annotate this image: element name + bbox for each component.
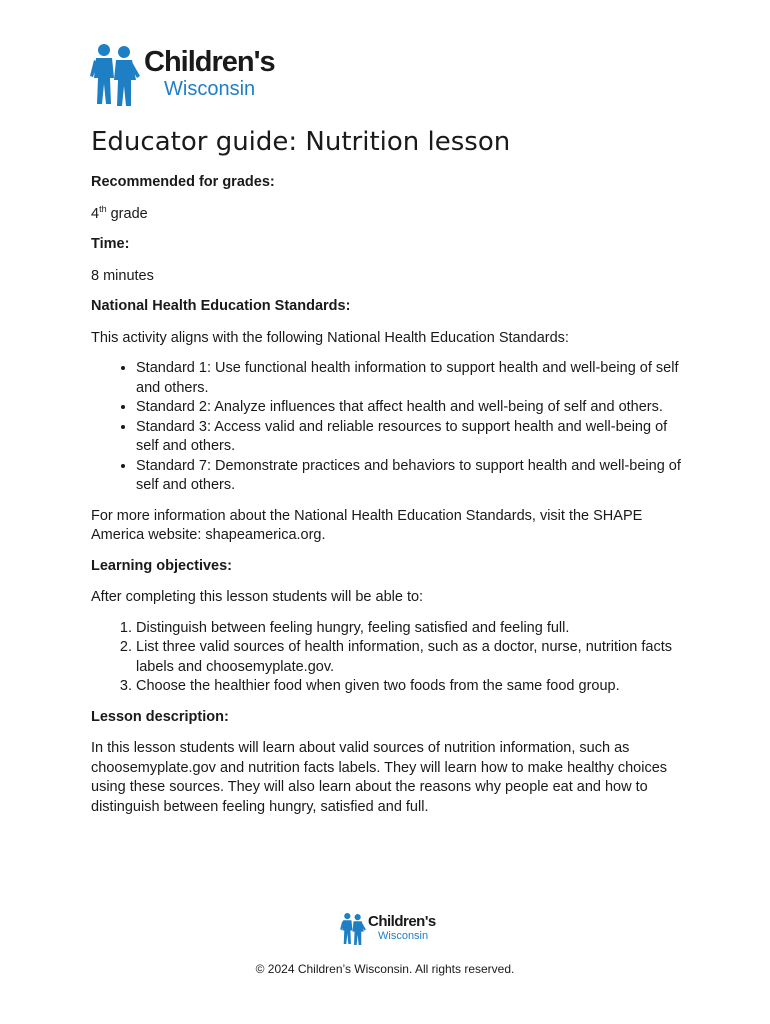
grades-label: Recommended for grades:	[91, 174, 275, 190]
objectives-label: Learning objectives:	[91, 557, 233, 574]
grades-value	[91, 205, 691, 225]
list-item: 3. Choose the healthier food when given two foods from the same food group.	[136, 677, 691, 697]
list-item: • Standard 7: Demonstrate practices and behaviors to support health and well-being of self and others.	[136, 457, 691, 496]
time-value: 8 minutes	[91, 267, 154, 284]
standards-more-info: For more information about the National Health Education Standards, visit the SHAPE America website: shapeamerica.org.	[91, 507, 643, 543]
footer-logo	[340, 912, 436, 946]
time-label: Time:	[91, 236, 130, 252]
copyright-footer: © 2024 Children’s Wisconsin. All rights reserved.	[255, 962, 515, 976]
logo-line2: Wisconsin	[164, 78, 256, 100]
description-label: Lesson description:	[91, 708, 229, 725]
children-figures-icon	[340, 912, 366, 946]
list-item: 1. Distinguish between feeling hungry, feeling satisfied and feeling full.	[136, 619, 691, 639]
logo-wordmark	[368, 914, 436, 942]
list-item: • Standard 1: Use functional health information to support health and well-being of self and others.	[136, 359, 691, 398]
logo-line1: Children's	[368, 913, 436, 930]
main-content	[91, 125, 691, 828]
logo-line2: Wisconsin	[378, 930, 429, 942]
standards-list	[91, 359, 691, 496]
grades-text: grade	[106, 205, 148, 222]
grades-suffix: th	[99, 203, 107, 214]
grades-number: 4	[91, 205, 100, 222]
objectives-list	[91, 619, 691, 697]
logo-wordmark	[144, 46, 275, 100]
objectives-intro: After completing this lesson students will be able to:	[91, 589, 424, 605]
list-item: • Standard 3: Access valid and reliable resources to support health and well-being of self and others.	[136, 418, 691, 457]
standards-intro: This activity aligns with the following National Health Education Standards:	[91, 329, 569, 346]
page-title: Educator guide: Nutrition lesson	[91, 127, 511, 157]
list-item: • Standard 2: Analyze influences that affect health and well-being of self and others.	[136, 398, 691, 418]
standards-label: National Health Education Standards:	[91, 298, 351, 314]
logo-line1: Children's	[144, 46, 275, 78]
description-text: In this lesson students will learn about valid sources of nutrition information, such as choosemyplate.gov and nutrition facts labels. They will learn how to make healthy choices using these sources. They will also learn about the reasons why people eat and how to distinguish between feeling hungry, satisfied and full.	[91, 740, 668, 815]
header-logo	[90, 42, 275, 108]
list-item: 2. List three valid sources of health information, such as a doctor, nurse, nutrition facts labels and choosemyplate.gov.	[136, 638, 691, 677]
children-figures-icon	[90, 42, 140, 108]
